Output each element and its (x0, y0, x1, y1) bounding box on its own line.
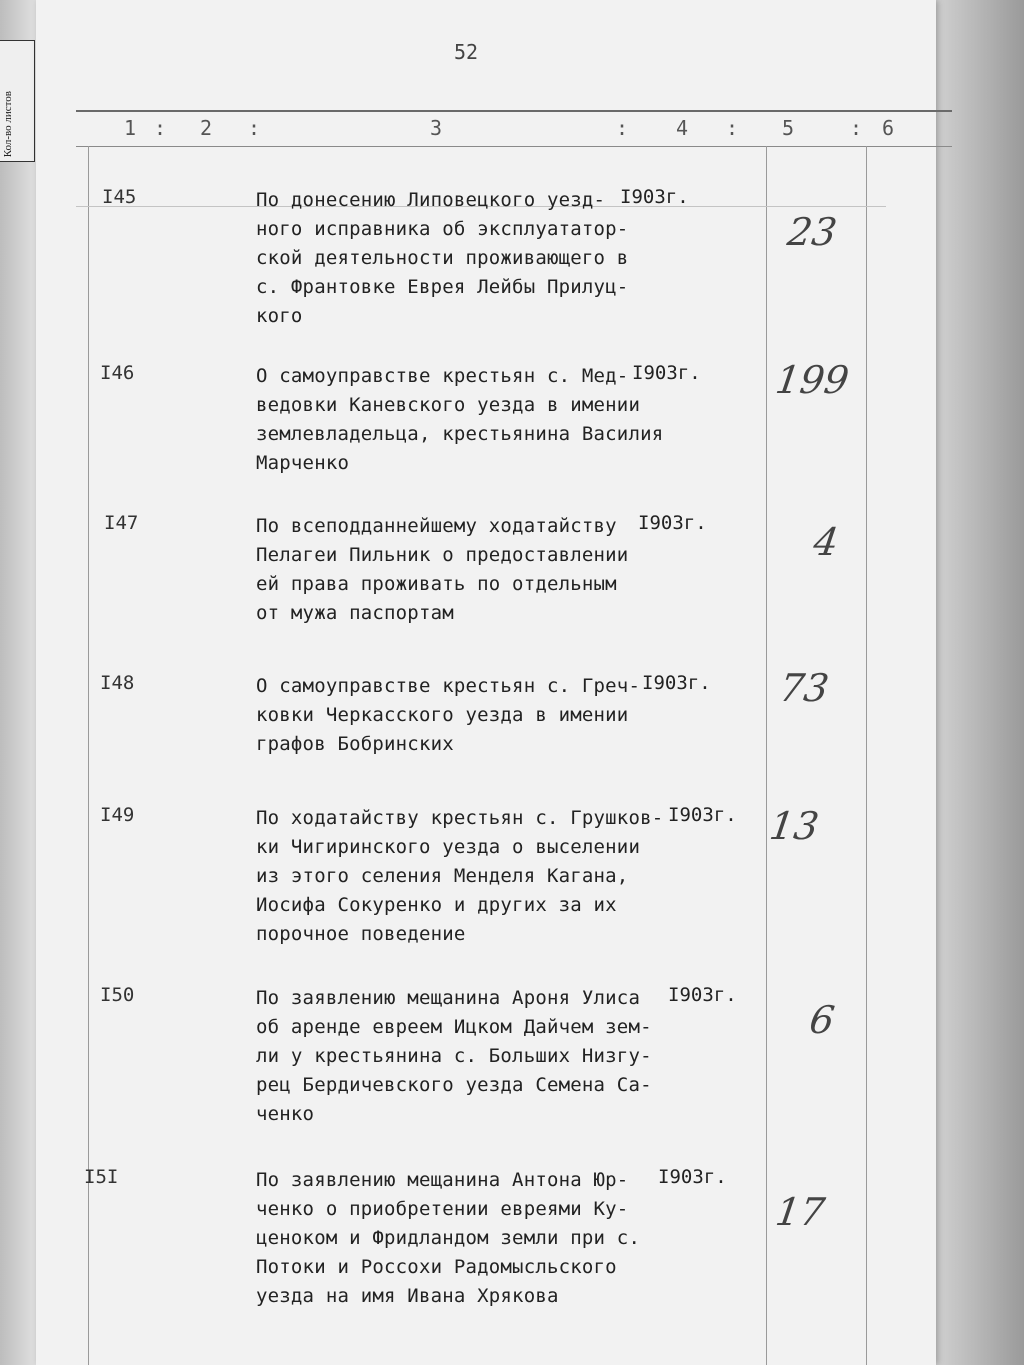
entry-line: О самоуправстве крестьян с. Греч- (256, 675, 641, 697)
column-header-row (76, 116, 952, 146)
entry-number: I48 (100, 672, 135, 694)
margin-label: Кол-во листов (2, 91, 14, 158)
entry-line: от мужа паспортам (256, 602, 454, 624)
header-top-rule (76, 110, 952, 112)
column-header: : (850, 116, 863, 140)
column-header: 6 (882, 116, 895, 140)
entry-year: I903г. (668, 984, 737, 1006)
entry-description (256, 1166, 666, 1311)
page-shadow (934, 0, 1024, 1365)
entry-line: По всеподданнейшему ходатайству (256, 515, 617, 537)
margin-column-box (0, 40, 35, 162)
entry-line: Потоки и Россохи Радомысльского (256, 1256, 617, 1278)
entry-line: О самоуправстве крестьян с. Мед- (256, 365, 629, 387)
entry-year: I903г. (668, 804, 737, 826)
column-header: : (248, 116, 261, 140)
entry-line: ки Чигиринского уезда о выселении (256, 836, 641, 858)
entry-number: I49 (100, 804, 135, 826)
entry-line: Пелагеи Пильник о предоставлении (256, 544, 629, 566)
entry-sheet-count: 6 (806, 998, 838, 1042)
entry-number: I45 (102, 186, 137, 208)
header-bottom-rule (76, 146, 952, 147)
page-number: 52 (454, 40, 479, 64)
entry-line: По заявлению мещанина Ароня Улиса (256, 987, 641, 1009)
entry-sheet-count: 17 (772, 1190, 828, 1234)
column-header: 5 (782, 116, 795, 140)
entry-description (256, 186, 666, 331)
entry-description (256, 512, 666, 628)
entry-sheet-count: 199 (772, 358, 852, 402)
entry-line: порочное поведение (256, 923, 466, 945)
entry-sheet-count: 23 (784, 210, 840, 254)
column-divider (766, 146, 767, 1365)
entry-sheet-count: 73 (776, 666, 832, 710)
entry-line: ской деятельности проживающего в (256, 247, 629, 269)
column-divider (866, 146, 867, 1365)
entry-line: Марченко (256, 452, 350, 474)
entry-year: I903г. (638, 512, 707, 534)
column-header: 1 (124, 116, 137, 140)
entry-description (256, 804, 666, 949)
entry-number: I47 (104, 512, 139, 534)
entry-description (256, 362, 666, 478)
column-header: : (154, 116, 167, 140)
entry-line: об аренде евреем Ицком Дайчем зем- (256, 1016, 652, 1038)
entry-line: ченко о приобретении евреями Ку- (256, 1198, 629, 1220)
entry-line: ценоком и Фридландом земли при с. (256, 1227, 641, 1249)
entry-line: землевладельца, крестьянина Василия (256, 423, 664, 445)
entry-sheet-count: 4 (810, 520, 842, 564)
entry-line: ей права проживать по отдельным (256, 573, 617, 595)
document-page (36, 0, 936, 1365)
entry-line: ведовки Каневского уезда в имении (256, 394, 641, 416)
entry-line: кого (256, 305, 303, 327)
column-header: : (726, 116, 739, 140)
entry-line: ли у крестьянина с. Больших Низгу- (256, 1045, 652, 1067)
entry-year: I903г. (632, 362, 701, 384)
entry-year: I903г. (658, 1166, 727, 1188)
entry-description (256, 672, 666, 759)
column-header: 2 (200, 116, 213, 140)
entry-line: По заявлению мещанина Антона Юр- (256, 1169, 629, 1191)
column-header: 4 (676, 116, 689, 140)
entry-line: ченко (256, 1103, 315, 1125)
entry-line: рец Бердичевского уезда Семена Са- (256, 1074, 652, 1096)
entry-line: уезда на имя Ивана Хрякова (256, 1285, 559, 1307)
entry-number: I46 (100, 362, 135, 384)
entry-year: I903г. (642, 672, 711, 694)
column-header: 3 (430, 116, 443, 140)
entry-line: из этого селения Менделя Кагана, (256, 865, 629, 887)
entry-line: ного исправника об эксплуататор- (256, 218, 629, 240)
entry-line: графов Бобринских (256, 733, 454, 755)
entry-sheet-count: 13 (766, 804, 822, 848)
entry-line: ковки Черкасского уезда в имении (256, 704, 629, 726)
adjacent-page-edge (0, 0, 40, 1365)
entry-year: I903г. (620, 186, 689, 208)
column-header: : (616, 116, 629, 140)
entry-line: Иосифа Сокуренко и других за их (256, 894, 617, 916)
entry-number: I50 (100, 984, 135, 1006)
entry-line: с. Франтовке Еврея Лейбы Прилуц- (256, 276, 629, 298)
entry-description (256, 984, 666, 1129)
entry-line: По донесению Липовецкого уезд- (256, 189, 606, 211)
entry-line: По ходатайству крестьян с. Грушков- (256, 807, 664, 829)
entry-number: I5I (84, 1166, 119, 1188)
